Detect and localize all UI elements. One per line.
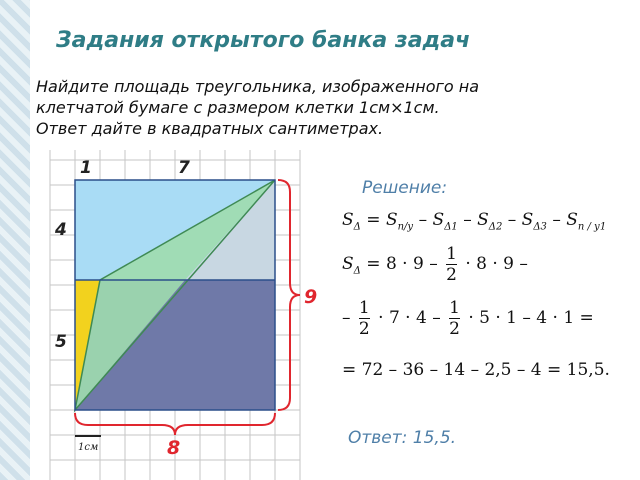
expression: · 7 · 4 – (372, 308, 447, 328)
term-s: S (432, 210, 445, 230)
operator: – (502, 210, 522, 230)
unit-scale-bar (75, 435, 101, 437)
fraction (449, 298, 460, 339)
formula-line-2 (342, 244, 528, 285)
term-s: S (566, 210, 578, 230)
solution-heading: Решение: (362, 178, 448, 198)
task-line: клетчатой бумаге с размером клетки 1см×1см. (36, 98, 440, 117)
numerator: 1 (446, 244, 457, 264)
label-left-5: 5 (55, 332, 67, 352)
term-s: S (385, 210, 398, 230)
denominator: 2 (449, 319, 460, 339)
unit-label: 1см (78, 442, 99, 453)
subscript: Δ3 (533, 221, 547, 233)
operator: – (342, 308, 356, 328)
label-bottom-8: 8 (167, 437, 181, 459)
label-top-7: 7 (178, 158, 190, 178)
expression: · 5 · 1 – 4 · 1 = (462, 308, 594, 328)
label-left-4: 4 (55, 220, 67, 240)
operator: – (457, 210, 478, 230)
fraction (359, 298, 370, 339)
term-s: S (521, 210, 534, 230)
formula-line-4: = 72 – 36 – 14 – 2,5 – 4 = 15,5. (342, 360, 610, 380)
subscript: п/у (397, 221, 414, 233)
expression: = 8 · 9 – (360, 254, 444, 274)
label-right-9: 9 (304, 286, 318, 308)
operator: – (546, 210, 567, 230)
operator: = (360, 210, 386, 230)
label-top-1: 1 (80, 158, 92, 178)
denominator: 2 (358, 319, 370, 339)
operator: – (413, 210, 433, 230)
subscript: Δ (353, 265, 361, 277)
numerator: 1 (449, 298, 460, 318)
subscript: Δ (353, 221, 361, 233)
denominator: 2 (446, 265, 457, 285)
term-s: S (342, 210, 354, 230)
subscript: п / у1 (577, 221, 607, 233)
bracket-right (278, 180, 300, 410)
task-line: Ответ дайте в квадратных сантиметрах. (36, 119, 384, 138)
numerator: 1 (358, 298, 370, 318)
task-line: Найдите площадь треугольника, изображенного на (36, 77, 480, 96)
subscript: Δ1 (444, 221, 458, 233)
expression: · 8 · 9 – (459, 254, 528, 274)
formula-line-3 (342, 298, 594, 339)
subscript: Δ2 (488, 221, 503, 233)
fraction (446, 244, 457, 285)
answer-text: Ответ: 15,5. (348, 428, 457, 448)
term-s: S (342, 254, 354, 274)
term-s: S (477, 210, 489, 230)
formula-line-1 (342, 210, 606, 232)
slide-title: Задания открытого банка задач (56, 28, 471, 53)
